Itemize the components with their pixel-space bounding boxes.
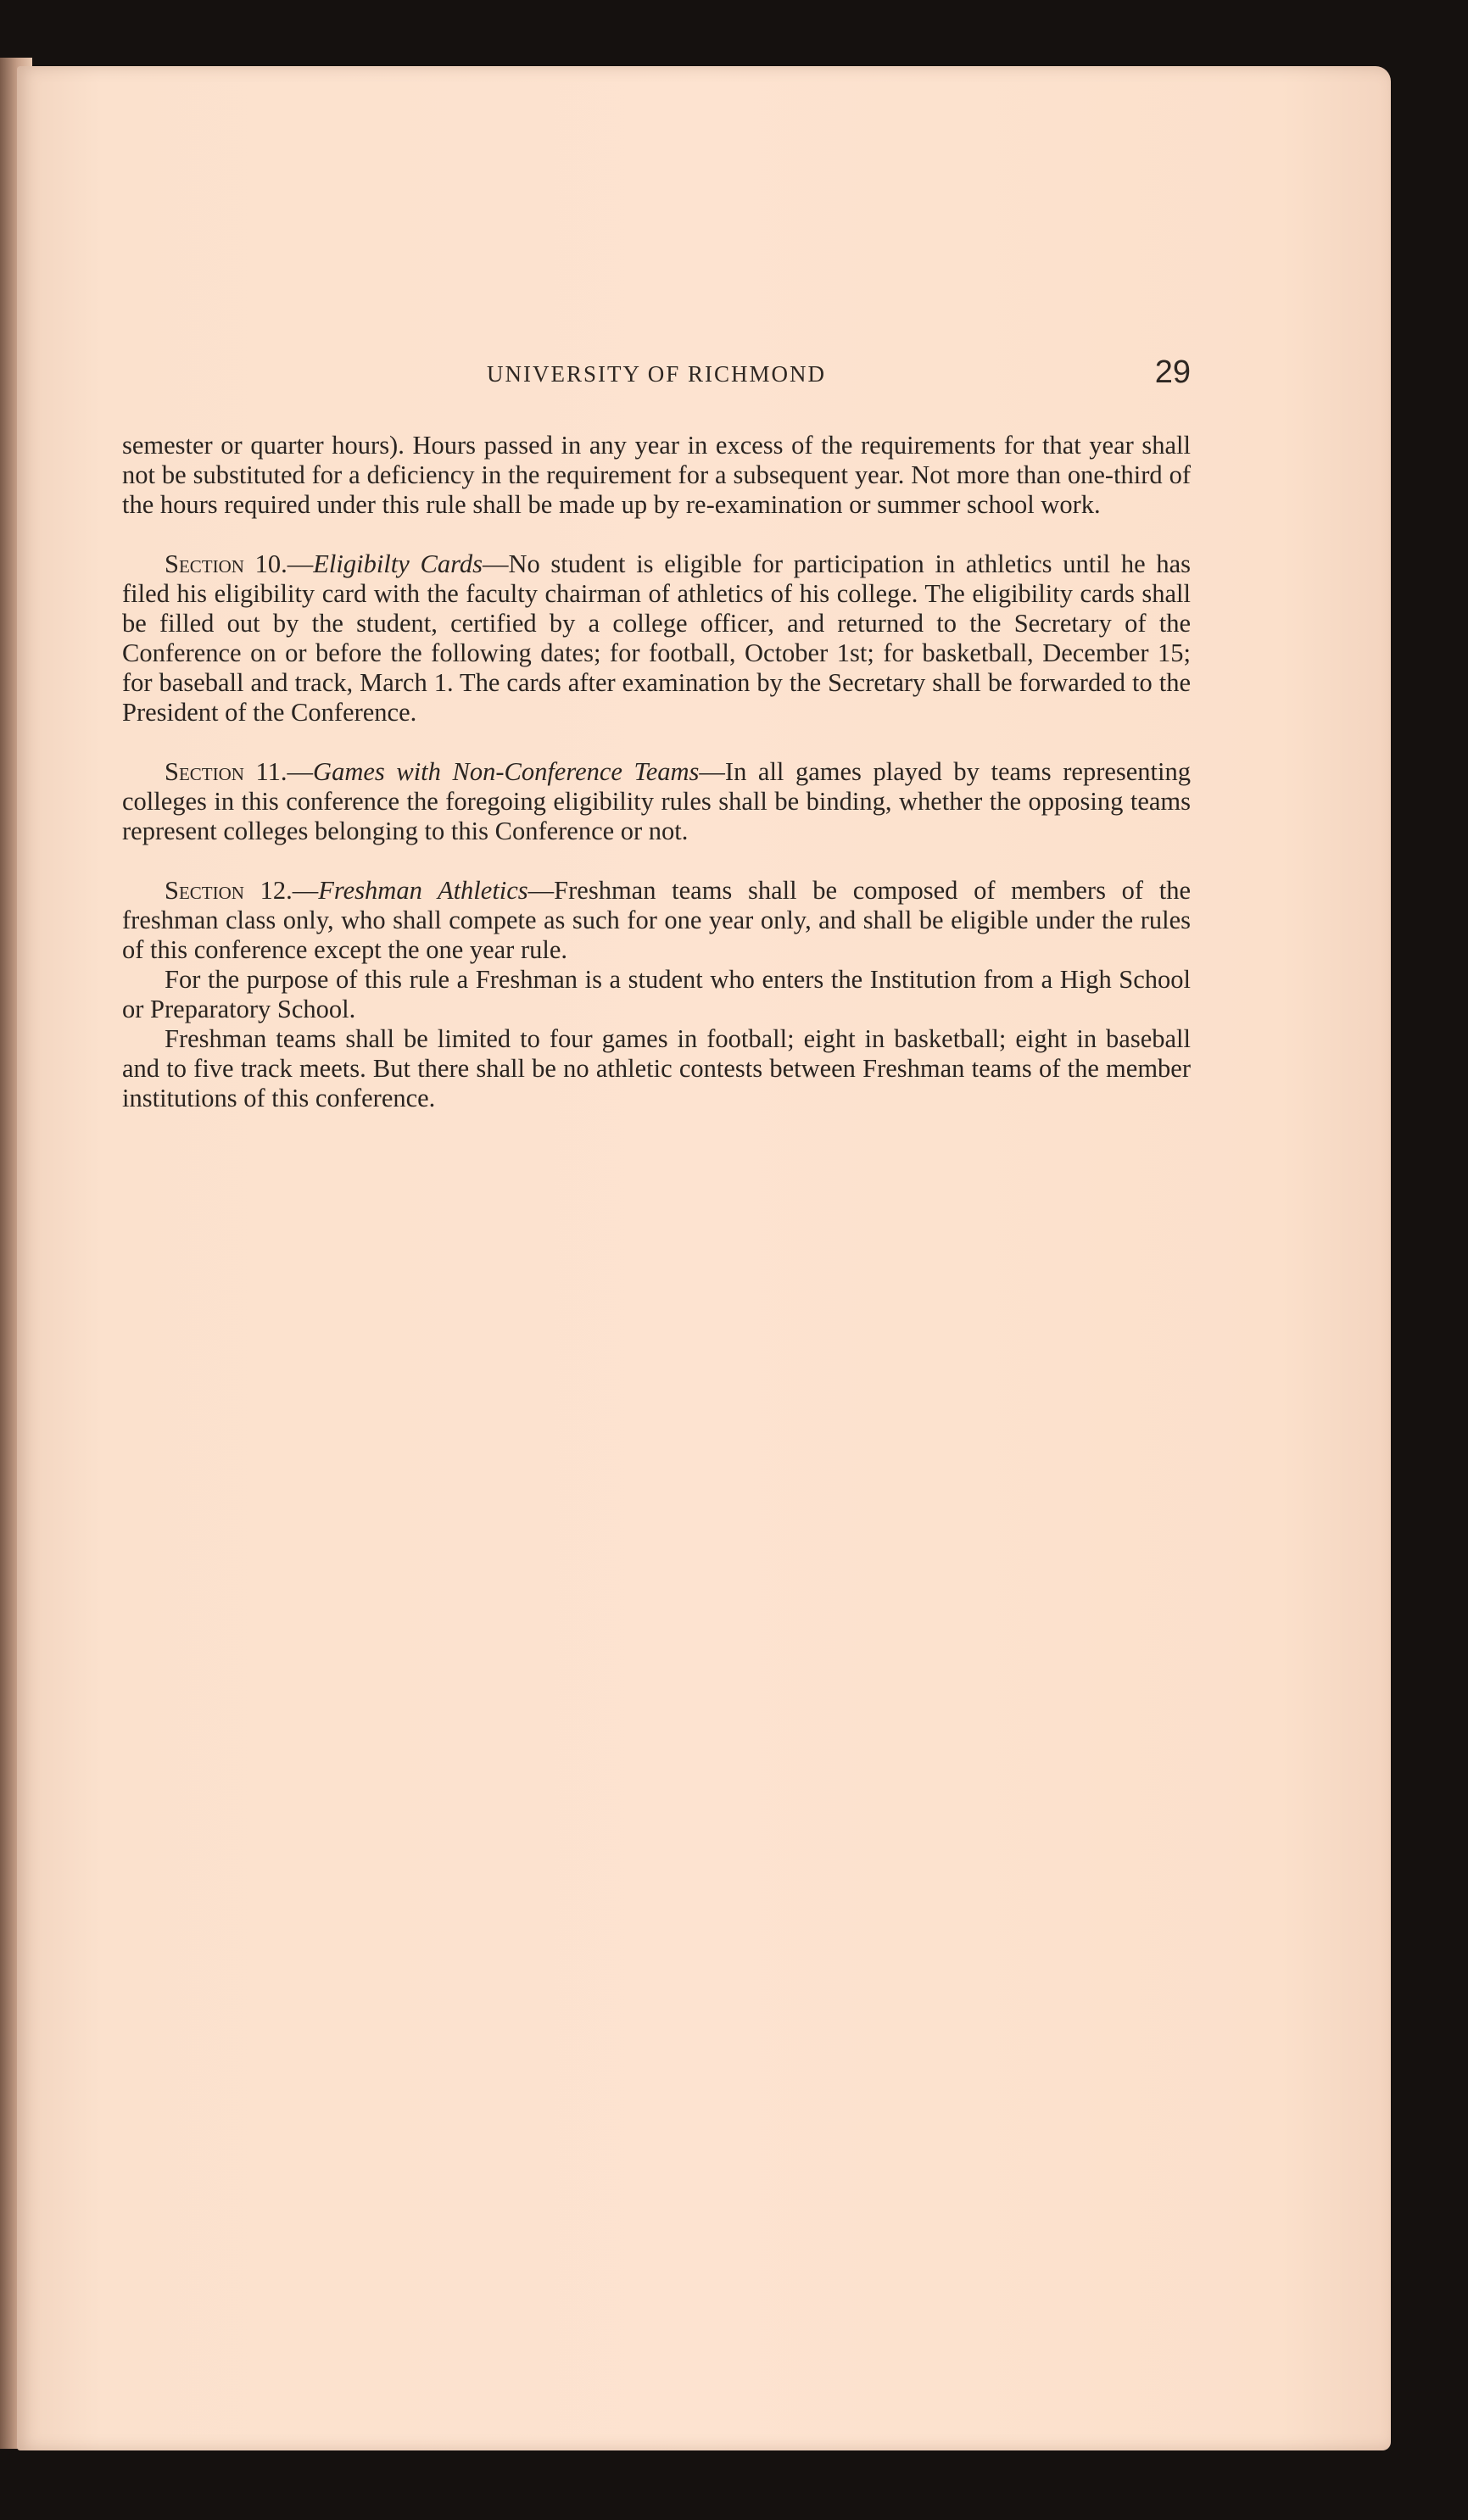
section-12-paragraph-3: Freshman teams shall be limited to four games in football; eight in basketball; eight in baseball and to five track meets. But there shall be no athletic contests between Freshman teams of the member institutions of this conference.: [122, 1024, 1191, 1112]
dash: —: [287, 549, 314, 578]
section-11-paragraph: [122, 757, 1191, 846]
book-page: [17, 66, 1391, 2450]
dash: —: [292, 876, 319, 905]
section-12-body: Freshman teams shall be composed of members of the freshman class only, who shall compete as such for one year only, and shall be eligible under the rules of this conference except the one year rule.: [122, 876, 1191, 964]
dash: —: [527, 876, 555, 905]
section-11-label: Section 11.: [165, 757, 287, 786]
section-12-label: Section 12.: [165, 876, 293, 905]
dash: —: [287, 757, 314, 786]
continuation-paragraph: semester or quarter hours). Hours passed in any year in excess of the requirements for that year shall not be substituted for a deficiency in the requirement for a subsequent year. Not more than one-third of the hours required under this rule shall be made up by re-examination or summer school work.: [122, 431, 1191, 519]
section-10-paragraph: [122, 549, 1191, 728]
section-12-title: Freshman Athletics: [318, 876, 528, 905]
section-11-body: In all games played by teams representing colleges in this conference the foregoing eligibility rules shall be binding, whether the opposing teams represent colleges belonging to this Conference or not.: [122, 757, 1191, 845]
section-10-body: No student is eligible for participation in athletics until he has filed his eligibility card with the faculty chairman of athletics of his college. The eligibility cards shall be filled out by the student, certified by a college officer, and returned to the Secretary of the Conference on or before the following dates; for football, October 1st; for basketball, December 15; for baseball and track, March 1. The cards after examination by the Secretary shall be forwarded to the President of the Conference.: [122, 549, 1191, 727]
running-head: [122, 354, 1191, 397]
section-12-paragraph: [122, 876, 1191, 965]
page-text: [122, 431, 1191, 1113]
section-12-paragraph-2: For the purpose of this rule a Freshman is a student who enters the Institution from a High School or Preparatory School.: [122, 965, 1191, 1023]
page-number: 29: [1154, 354, 1191, 390]
section-10-title: Eligibilty Cards: [313, 549, 483, 578]
section-10-label: Section 10.: [165, 549, 287, 578]
dash: —: [699, 757, 725, 786]
dash: —: [482, 549, 509, 578]
section-11-title: Games with Non-Conference Teams: [313, 757, 700, 786]
running-title: UNIVERSITY OF RICHMOND: [486, 361, 826, 387]
